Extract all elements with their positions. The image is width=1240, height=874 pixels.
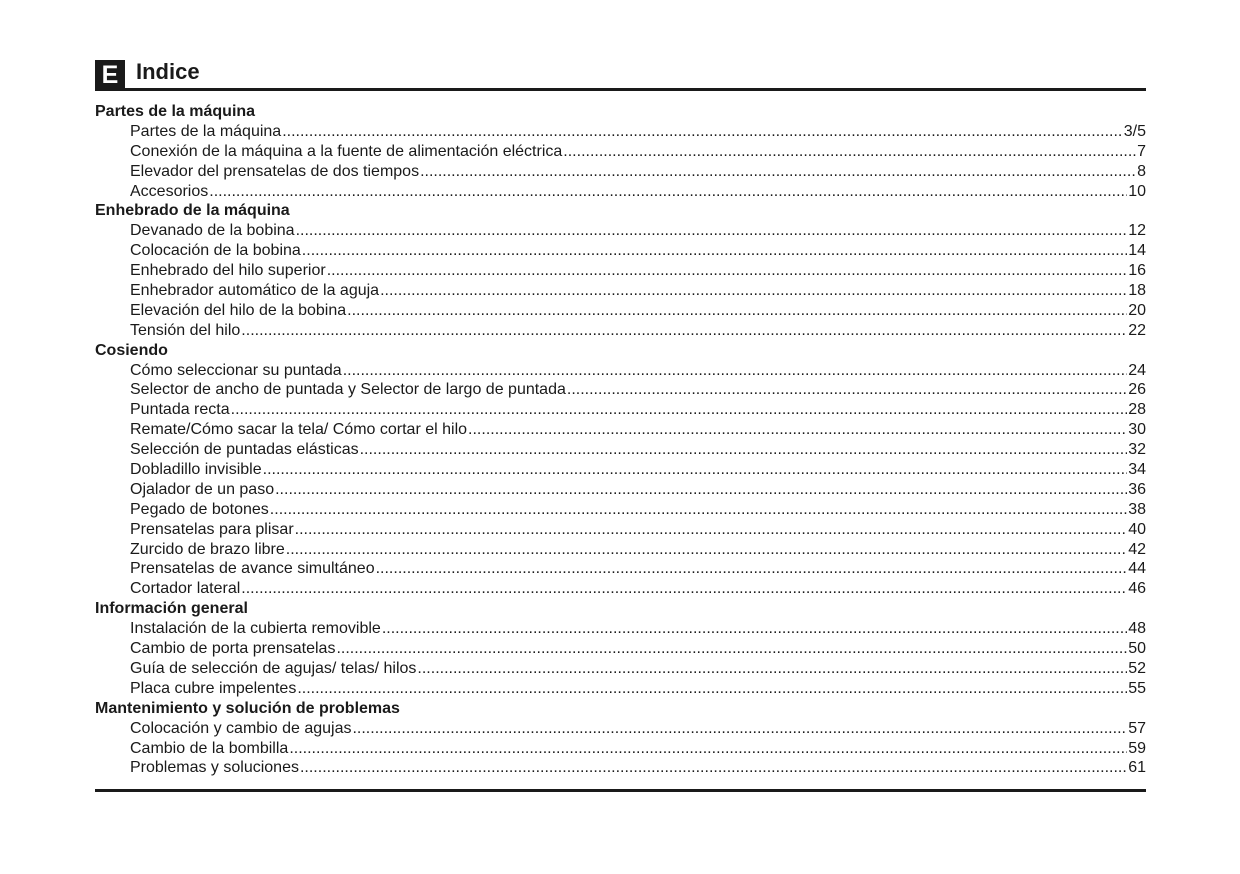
dot-leader [382, 619, 1127, 639]
toc-entry-page-number: 30 [1128, 421, 1146, 439]
toc-entry-label: Remate/Cómo sacar la tela/ Cómo cortar el hilo [130, 421, 468, 439]
toc-entry-label: Placa cubre impelentes [130, 679, 297, 697]
toc-entry-page-number: 44 [1128, 560, 1146, 578]
toc-entry-label: Instalación de la cubierta removible [130, 620, 381, 638]
toc-entry-page-number: 40 [1128, 520, 1146, 538]
dot-leader [327, 261, 1128, 281]
dot-leader [468, 420, 1127, 440]
toc-entry-page-number: 46 [1128, 580, 1146, 598]
dot-leader [380, 281, 1127, 301]
toc-entry-page-number: 34 [1128, 461, 1146, 479]
toc-entry[interactable] [95, 241, 1146, 261]
toc-entry-page-number: 55 [1128, 679, 1146, 697]
dot-leader [295, 520, 1128, 540]
toc-entry-label: Cómo seleccionar su puntada [130, 361, 342, 379]
toc-entry-page-number: 24 [1128, 361, 1146, 379]
toc-entry[interactable] [95, 639, 1146, 659]
table-of-contents [95, 102, 1146, 778]
toc-entry-page-number: 14 [1128, 242, 1146, 260]
toc-entry-label: Elevación del hilo de la bobina [130, 301, 347, 319]
page-header [95, 58, 1146, 91]
dot-leader [300, 758, 1127, 778]
dot-leader [567, 380, 1127, 400]
dot-leader [282, 122, 1123, 142]
toc-entry-label: Cambio de porta prensatelas [130, 640, 336, 658]
toc-entry-page-number: 32 [1128, 441, 1146, 459]
toc-entry[interactable] [95, 142, 1146, 162]
toc-entry-label: Selección de puntadas elásticas [130, 441, 359, 459]
toc-entry-page-number: 57 [1128, 719, 1146, 737]
toc-entry-page-number: 16 [1128, 262, 1146, 280]
toc-entry[interactable] [95, 460, 1146, 480]
section-title: Partes de la máquina [95, 103, 256, 120]
toc-entry-label: Dobladillo invisible [130, 461, 262, 479]
toc-entry-page-number: 28 [1128, 401, 1146, 419]
toc-entry[interactable] [95, 719, 1146, 739]
toc-entry-page-number: 42 [1128, 540, 1146, 558]
toc-entry[interactable] [95, 739, 1146, 759]
toc-entry-label: Tensión del hilo [130, 321, 241, 339]
toc-entry[interactable] [95, 380, 1146, 400]
dot-leader [352, 719, 1127, 739]
toc-entry[interactable] [95, 162, 1146, 182]
toc-entry[interactable] [95, 440, 1146, 460]
toc-entry[interactable] [95, 400, 1146, 420]
toc-entry-label: Puntada recta [130, 401, 230, 419]
toc-entry-label: Accesorios [130, 182, 209, 200]
dot-leader [347, 301, 1127, 321]
dot-leader [270, 500, 1127, 520]
toc-entry[interactable] [95, 301, 1146, 321]
toc-entry-label: Cambio de la bombilla [130, 739, 289, 757]
toc-entry-label: Partes de la máquina [130, 122, 282, 140]
toc-entry-label: Enhebrador automático de la aguja [130, 282, 380, 300]
dot-leader [231, 400, 1128, 420]
toc-entry[interactable] [95, 758, 1146, 778]
toc-entry[interactable] [95, 361, 1146, 381]
dot-leader [302, 241, 1127, 261]
dot-leader [263, 460, 1128, 480]
dot-leader [209, 182, 1127, 202]
bottom-divider [95, 789, 1146, 792]
dot-leader [563, 142, 1136, 162]
toc-entry[interactable] [95, 221, 1146, 241]
section-title: Cosiendo [95, 341, 168, 359]
toc-entry-label: Guía de selección de agujas/ telas/ hilos [130, 659, 417, 677]
toc-entry-label: Cortador lateral [130, 580, 241, 598]
dot-leader [297, 679, 1127, 699]
toc-entry[interactable] [95, 579, 1146, 599]
toc-entry-page-number: 48 [1128, 620, 1146, 638]
section-title: Enhebrado de la máquina [95, 202, 290, 220]
toc-entry-page-number: 7 [1137, 142, 1146, 160]
toc-entry-page-number: 3/5 [1123, 122, 1146, 140]
dot-leader [241, 579, 1127, 599]
toc-entry-page-number: 20 [1128, 301, 1146, 319]
toc-entry[interactable] [95, 520, 1146, 540]
toc-entry[interactable] [95, 540, 1146, 560]
toc-entry-label: Prensatelas para plisar [130, 520, 294, 538]
toc-entry[interactable] [95, 420, 1146, 440]
toc-entry[interactable] [95, 619, 1146, 639]
toc-entry-page-number: 22 [1128, 321, 1146, 339]
toc-entry-label: Zurcido de brazo libre [130, 540, 285, 558]
dot-leader [420, 162, 1136, 182]
toc-entry-page-number: 8 [1137, 162, 1146, 180]
toc-entry-page-number: 38 [1128, 500, 1146, 518]
toc-entry[interactable] [95, 559, 1146, 579]
toc-entry-page-number: 36 [1128, 480, 1146, 498]
toc-entry[interactable] [95, 182, 1146, 202]
toc-entry[interactable] [95, 480, 1146, 500]
toc-entry-label: Colocación de la bobina [130, 242, 301, 260]
toc-entry-page-number: 50 [1128, 640, 1146, 658]
dot-leader [289, 739, 1127, 759]
toc-entry-page-number: 10 [1128, 182, 1146, 200]
toc-entry[interactable] [95, 321, 1146, 341]
dot-leader [296, 221, 1128, 241]
dot-leader [241, 321, 1127, 341]
dot-leader [376, 559, 1128, 579]
section-title: Mantenimiento y solución de problemas [95, 699, 400, 717]
toc-entry[interactable] [95, 679, 1146, 699]
toc-entry-page-number: 61 [1128, 759, 1146, 777]
dot-leader [286, 540, 1127, 560]
toc-entry[interactable] [95, 261, 1146, 281]
toc-entry-label: Ojalador de un paso [130, 480, 275, 498]
toc-entry-label: Colocación y cambio de agujas [130, 719, 352, 737]
toc-entry-page-number: 59 [1128, 739, 1146, 757]
toc-entry[interactable] [95, 659, 1146, 679]
toc-entry-label: Enhebrado del hilo superior [130, 262, 326, 280]
page-title: Indice [136, 59, 200, 84]
toc-entry-label: Conexión de la máquina a la fuente de alimentación eléctrica [130, 142, 563, 160]
toc-entry-label: Elevador del prensatelas de dos tiempos [130, 162, 420, 180]
section-title: Información general [95, 600, 248, 618]
toc-entry-label: Prensatelas de avance simultáneo [130, 560, 375, 578]
toc-entry[interactable] [95, 122, 1146, 142]
toc-entry[interactable] [95, 281, 1146, 301]
toc-entry-page-number: 18 [1128, 282, 1146, 300]
toc-entry[interactable] [95, 500, 1146, 520]
language-badge: E [95, 60, 125, 90]
toc-entry-page-number: 12 [1128, 222, 1146, 240]
dot-leader [343, 361, 1128, 381]
toc-entry-label: Devanado de la bobina [130, 222, 295, 240]
toc-entry-label: Pegado de botones [130, 500, 269, 518]
dot-leader [275, 480, 1127, 500]
toc-entry-label: Selector de ancho de puntada y Selector de largo de puntada [130, 381, 566, 399]
toc-entry-label: Problemas y soluciones [130, 759, 299, 777]
toc-entry-page-number: 26 [1128, 381, 1146, 399]
dot-leader [336, 639, 1127, 659]
dot-leader [417, 659, 1127, 679]
dot-leader [360, 440, 1128, 460]
toc-entry-page-number: 52 [1128, 659, 1146, 677]
